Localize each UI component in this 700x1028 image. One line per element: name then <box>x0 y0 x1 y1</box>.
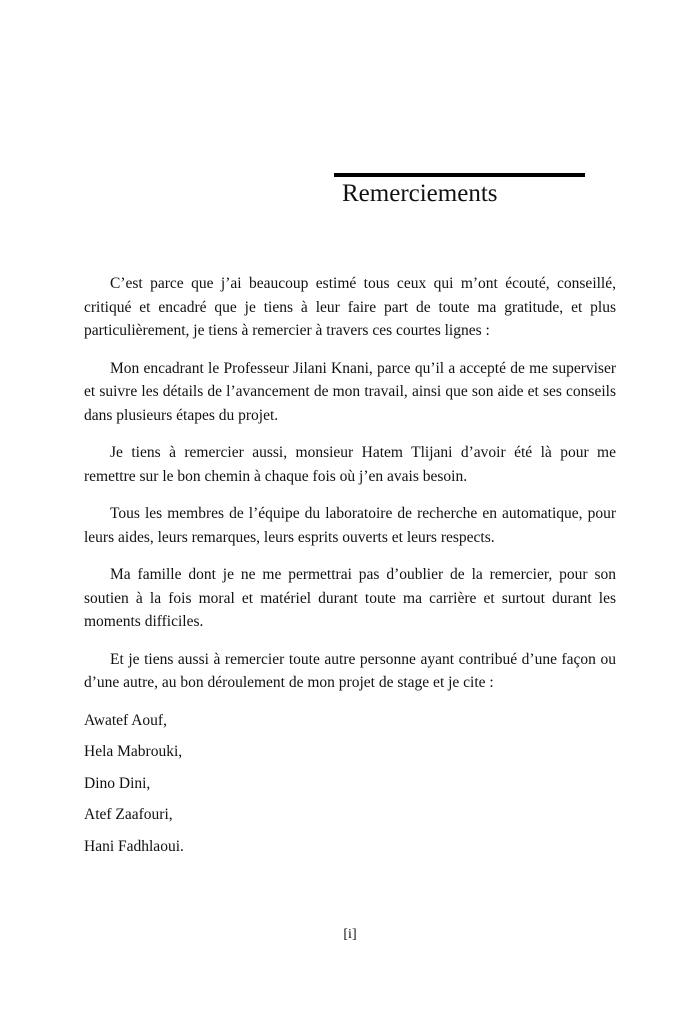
list-item: Hela Mabrouki, <box>84 743 183 760</box>
page-title: Remerciements <box>342 180 498 207</box>
paragraph: C’est parce que j’ai beaucoup estimé tous ceux qui m’ont écouté, conseillé, critiqué et encadré que je tiens à leur faire part de toute ma gratitude, et plus particulièrement, je tiens à remercier à travers ces courtes lignes : <box>84 275 616 339</box>
paragraph: Je tiens à remercier aussi, monsieur Hatem Tlijani d’avoir été là pour me remettre sur le bon chemin à chaque fois où j’en avais besoin. <box>84 444 616 485</box>
list-item: Awatef Aouf, <box>84 711 167 729</box>
paragraph: Et je tiens aussi à remercier toute autre personne ayant contribué d’une façon ou d’une autre, au bon déroulement de mon projet de stage et je cite : <box>84 650 616 691</box>
names-list <box>84 709 616 859</box>
acknowledgements-body <box>84 272 616 866</box>
paragraph: Ma famille dont je ne me permettrai pas d’oublier de la remercier, pour son soutien à la fois moral et matériel durant toute ma carrière et surtout durant les moments difficiles. <box>84 566 616 630</box>
paragraph: Mon encadrant le Professeur Jilani Knani, parce qu’il a accepté de me superviser et suivre les détails de l’avancement de mon travail, ainsi que son aide et ses conseils dans plusieurs étapes du projet. <box>84 359 616 424</box>
list-item: Hani Fadhlaoui. <box>84 837 184 855</box>
page-number: [i] <box>343 927 357 942</box>
paragraph: Tous les membres de l’équipe du laboratoire de recherche en automatique, pour leurs aides, leurs remarques, leurs esprits ouverts et leurs respects. <box>84 505 616 546</box>
list-item: Atef Zaafouri, <box>84 806 173 823</box>
title-rule <box>334 173 585 177</box>
list-item: Dino Dini, <box>84 774 151 792</box>
